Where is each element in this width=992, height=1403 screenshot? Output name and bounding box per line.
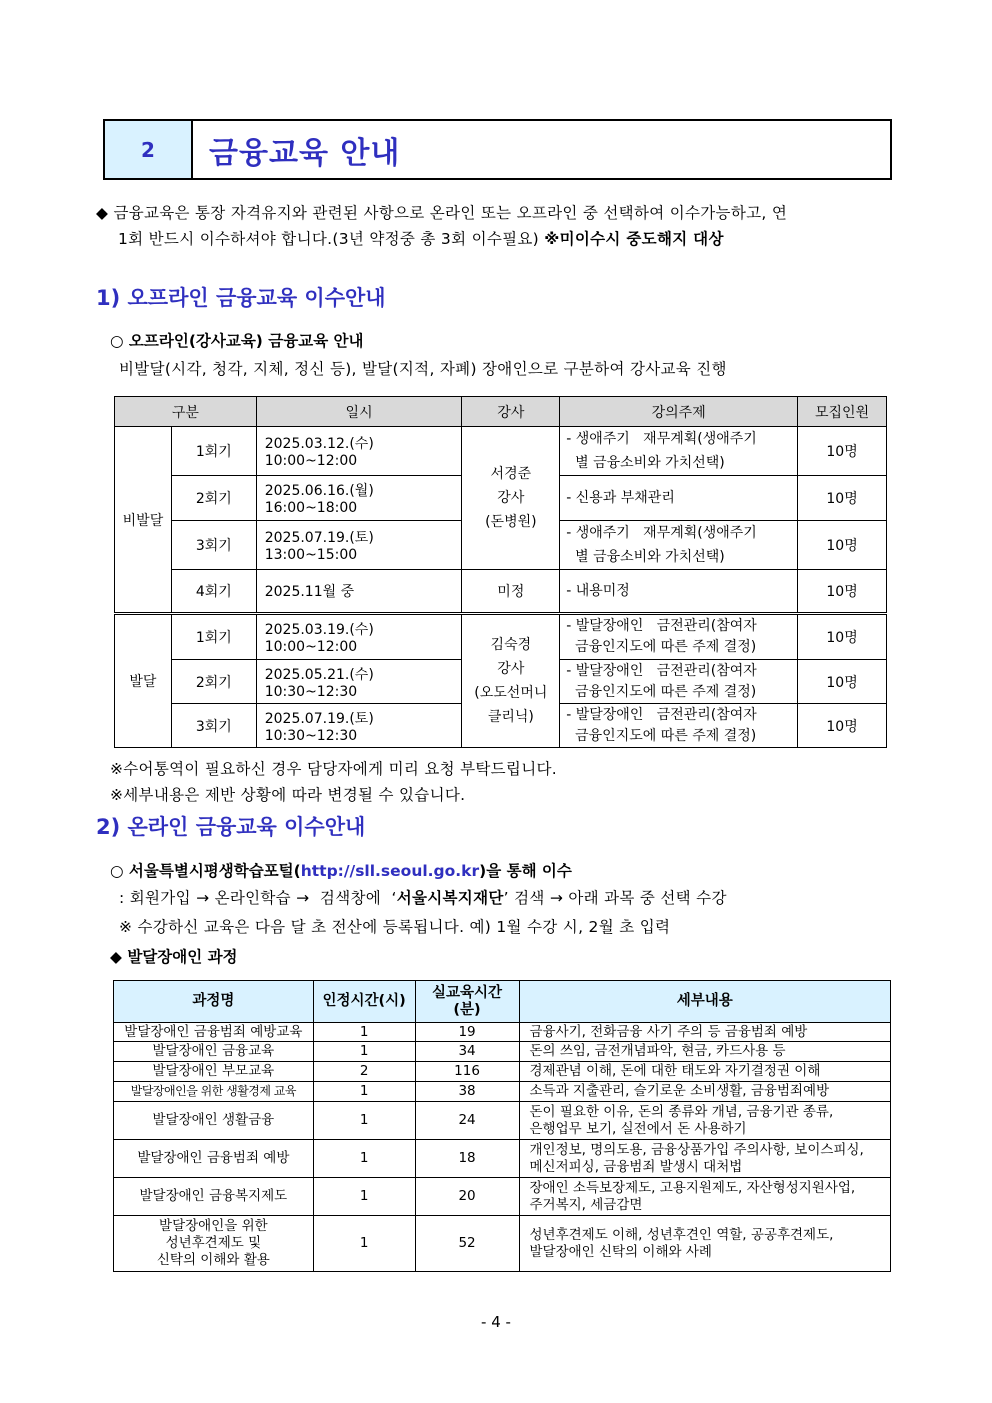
table-row (114, 1178, 891, 1216)
col-header: 과정명 (114, 981, 314, 1023)
instructor-cell (462, 614, 560, 748)
count-cell: 10명 (798, 660, 887, 704)
group-label: 비발달 (115, 427, 172, 614)
count-cell: 10명 (798, 570, 887, 614)
detail-line: 메신저피싱, 금융범죄 발생시 대처법 (529, 1158, 743, 1175)
detail-line: 개인정보, 명의도용, 금융상품가입 주의사항, 보이스피싱, (529, 1141, 864, 1158)
course-detail: 돈의 쓰임, 금전개념파악, 현금, 카드사용 등 (519, 1042, 891, 1062)
col-header: 일시 (256, 397, 462, 427)
instructor-line: 강사 (497, 661, 525, 677)
round-cell: 1회기 (171, 614, 256, 660)
topic-line: - 생애주기 재무계획(생애주기 (566, 525, 757, 541)
date-cell: 2025.06.16.(월) 16:00~18:00 (256, 476, 462, 521)
date-cell: 2025.07.19.(토) 13:00~15:00 (256, 521, 462, 570)
name-line: 발달장애인을 위한 (159, 1218, 268, 1234)
date-cell: 2025.11월 중 (256, 570, 462, 614)
col-header: 강사 (462, 397, 560, 427)
round-cell: 2회기 (171, 660, 256, 704)
col-header: 세부내용 (519, 981, 891, 1023)
course-name: 발달장애인 금융복지제도 (114, 1178, 314, 1216)
table-row (115, 570, 887, 614)
round-cell: 2회기 (171, 476, 256, 521)
detail-line: 은행업무 보기, 실전에서 돈 사용하기 (529, 1120, 747, 1137)
online-sub-suffix: )을 통해 이수 (479, 862, 572, 880)
topic-cell (560, 614, 798, 660)
instructor-cell (462, 427, 560, 570)
col-header: 실교육시간(분) (415, 981, 519, 1023)
course-name: 발달장애인을 위한 생활경제 교육 (114, 1082, 314, 1102)
topic-line: - 신용과 부채관리 (566, 490, 675, 506)
actual-minutes: 38 (415, 1082, 519, 1102)
course-detail (519, 1140, 891, 1178)
count-cell: 10명 (798, 614, 887, 660)
topic-cell (560, 427, 798, 476)
date-cell: 2025.07.19.(토) 10:30~12:30 (256, 704, 462, 748)
topic-line: 금융인지도에 따른 주제 결정) (566, 727, 757, 744)
topic-line: - 발달장애인 금전관리(참여자 (566, 618, 757, 634)
online-course-table (113, 980, 891, 1272)
instructor-line: (오도선머니 (474, 685, 548, 701)
topic-cell (560, 570, 798, 614)
topic-cell (560, 660, 798, 704)
actual-minutes: 116 (415, 1062, 519, 1082)
actual-minutes: 18 (415, 1140, 519, 1178)
round-cell: 3회기 (171, 704, 256, 748)
actual-minutes: 19 (415, 1023, 519, 1042)
intro-line2-text: 1회 반드시 이수하셔야 합니다.(3년 약정중 총 3회 이수필요) (118, 230, 545, 248)
instructor-cell: 미정 (462, 570, 560, 614)
col-header: 강의주제 (560, 397, 798, 427)
credit-hours: 1 (313, 1216, 415, 1272)
group-label: 발달 (115, 614, 172, 748)
topic-cell (560, 521, 798, 570)
name-line: 성년후견제도 및 (165, 1235, 262, 1251)
name-line: 신탁의 이해와 활용 (156, 1252, 270, 1268)
table-row (114, 1102, 891, 1140)
instructor-line: 클리닉) (487, 709, 534, 725)
topic-cell (560, 704, 798, 748)
online-heading: 2) 온라인 금융교육 이수안내 (96, 815, 366, 839)
actual-minutes: 24 (415, 1102, 519, 1140)
page-number: - 4 - (481, 1313, 511, 1331)
offline-subheading: ○ 오프라인(강사교육) 금융교육 안내 (110, 332, 364, 350)
intro-warning: ※미이수시 중도해지 대상 (544, 230, 724, 248)
online-sub-prefix: ○ 서울특별시평생학습포털( (110, 862, 301, 880)
steps-prefix: : 회원가입 → 온라인학습 → 검색창에 ‘ (119, 889, 397, 907)
course-heading: ◆ 발달장애인 과정 (110, 948, 238, 966)
offline-schedule-table (114, 396, 887, 748)
table-header-row (114, 981, 891, 1023)
topic-line: - 발달장애인 금전관리(참여자 (566, 662, 757, 679)
count-cell: 10명 (798, 521, 887, 570)
table-row (114, 1023, 891, 1042)
detail-line: 장애인 소득보장제도, 고용지원제도, 자산형성지원사업, (529, 1179, 856, 1196)
course-name: 발달장애인 금융범죄 예방교육 (114, 1023, 314, 1042)
detail-line: 성년후견제도 이해, 성년후견인 역할, 공공후견제도, (529, 1226, 834, 1243)
credit-hours: 1 (313, 1102, 415, 1140)
count-cell: 10명 (798, 427, 887, 476)
course-name: 발달장애인 금융교육 (114, 1042, 314, 1062)
detail-line: 돈이 필요한 이유, 돈의 종류와 개념, 금융기관 종류, (529, 1103, 834, 1120)
table-row (114, 1062, 891, 1082)
credit-hours: 2 (313, 1062, 415, 1082)
table-row (115, 427, 887, 476)
topic-line: 금융인지도에 따른 주제 결정) (566, 683, 757, 700)
date-cell: 2025.03.12.(수) 10:00~12:00 (256, 427, 462, 476)
course-name: 발달장애인 금융범죄 예방 (114, 1140, 314, 1178)
topic-line: - 내용미정 (566, 583, 630, 599)
col-header: 구분 (115, 397, 257, 427)
steps-suffix: ’ 검색 → 아래 과목 중 선택 수강 (503, 889, 727, 907)
date-cell: 2025.03.19.(수) 10:00~12:00 (256, 614, 462, 660)
count-cell: 10명 (798, 704, 887, 748)
note-sign-language: ※수어통역이 필요하신 경우 담당자에게 미리 요청 부탁드립니다. (110, 760, 557, 778)
table-row (114, 1140, 891, 1178)
course-detail (519, 1102, 891, 1140)
round-cell: 4회기 (171, 570, 256, 614)
credit-hours: 1 (313, 1023, 415, 1042)
topic-cell (560, 476, 798, 521)
course-detail: 소득과 지출관리, 슬기로운 소비생활, 금융범죄예방 (519, 1082, 891, 1102)
table-header-row (115, 397, 887, 427)
course-detail (519, 1216, 891, 1272)
detail-line: 발달장애인 신탁의 이해와 사례 (529, 1243, 712, 1260)
course-name: 발달장애인 생활금융 (114, 1102, 314, 1140)
intro-line1: ◆ 금융교육은 통장 자격유지와 관련된 사항으로 온라인 또는 오프라인 중 선택하여 이수가능하고, 연 (96, 204, 788, 222)
portal-link[interactable]: http://sll.seoul.go.kr (300, 862, 480, 880)
offline-description: 비발달(시각, 청각, 지체, 정신 등), 발달(지적, 자폐) 장애인으로 구분하여 강사교육 진행 (119, 360, 727, 378)
table-row (115, 614, 887, 660)
instructor-line: (돈병원) (485, 514, 537, 530)
detail-line: 주거복지, 세금감면 (529, 1196, 643, 1213)
intro-line2 (96, 226, 896, 252)
instructor-line: 강사 (497, 490, 525, 506)
offline-heading: 1) 오프라인 금융교육 이수안내 (96, 286, 386, 310)
online-steps (119, 885, 727, 911)
topic-line: - 생애주기 재무계획(생애주기 (566, 431, 757, 447)
col-header: 모집인원 (798, 397, 887, 427)
search-keyword: 서울시복지재단 (396, 889, 504, 907)
date-cell: 2025.05.21.(수) 10:30~12:30 (256, 660, 462, 704)
col-header: 인정시간(시) (313, 981, 415, 1023)
note-subject-to-change: ※세부내용은 제반 상황에 따라 변경될 수 있습니다. (110, 786, 466, 804)
topic-line: - 발달장애인 금전관리(참여자 (566, 706, 757, 723)
topic-line: 별 금융소비와 가치선택) (566, 549, 725, 565)
online-registration-note: ※ 수강하신 교육은 다음 달 초 전산에 등록됩니다. 예) 1월 수강 시, 2월 초 입력 (119, 918, 671, 936)
table-row (114, 1082, 891, 1102)
section-number: 2 (105, 121, 193, 178)
credit-hours: 1 (313, 1082, 415, 1102)
topic-line: 금융인지도에 따른 주제 결정) (566, 639, 757, 655)
count-cell: 10명 (798, 476, 887, 521)
table-row (114, 1216, 891, 1272)
credit-hours: 1 (313, 1140, 415, 1178)
table-row (114, 1042, 891, 1062)
instructor-line: 김숙경 (490, 637, 532, 653)
actual-minutes: 20 (415, 1178, 519, 1216)
course-detail: 경제관념 이해, 돈에 대한 태도와 자기결정권 이해 (519, 1062, 891, 1082)
section-header (103, 119, 892, 180)
credit-hours: 1 (313, 1042, 415, 1062)
round-cell: 1회기 (171, 427, 256, 476)
course-detail (519, 1178, 891, 1216)
actual-minutes: 34 (415, 1042, 519, 1062)
instructor-line: 서경준 (490, 466, 532, 482)
credit-hours: 1 (313, 1178, 415, 1216)
course-name (114, 1216, 314, 1272)
section-title: 금융교육 안내 (209, 135, 401, 171)
topic-line: 별 금융소비와 가치선택) (566, 455, 725, 471)
course-name: 발달장애인 부모교육 (114, 1062, 314, 1082)
round-cell: 3회기 (171, 521, 256, 570)
online-subheading (110, 859, 572, 881)
actual-minutes: 52 (415, 1216, 519, 1272)
intro-paragraph (96, 200, 896, 252)
course-detail: 금융사기, 전화금융 사기 주의 등 금융범죄 예방 (519, 1023, 891, 1042)
